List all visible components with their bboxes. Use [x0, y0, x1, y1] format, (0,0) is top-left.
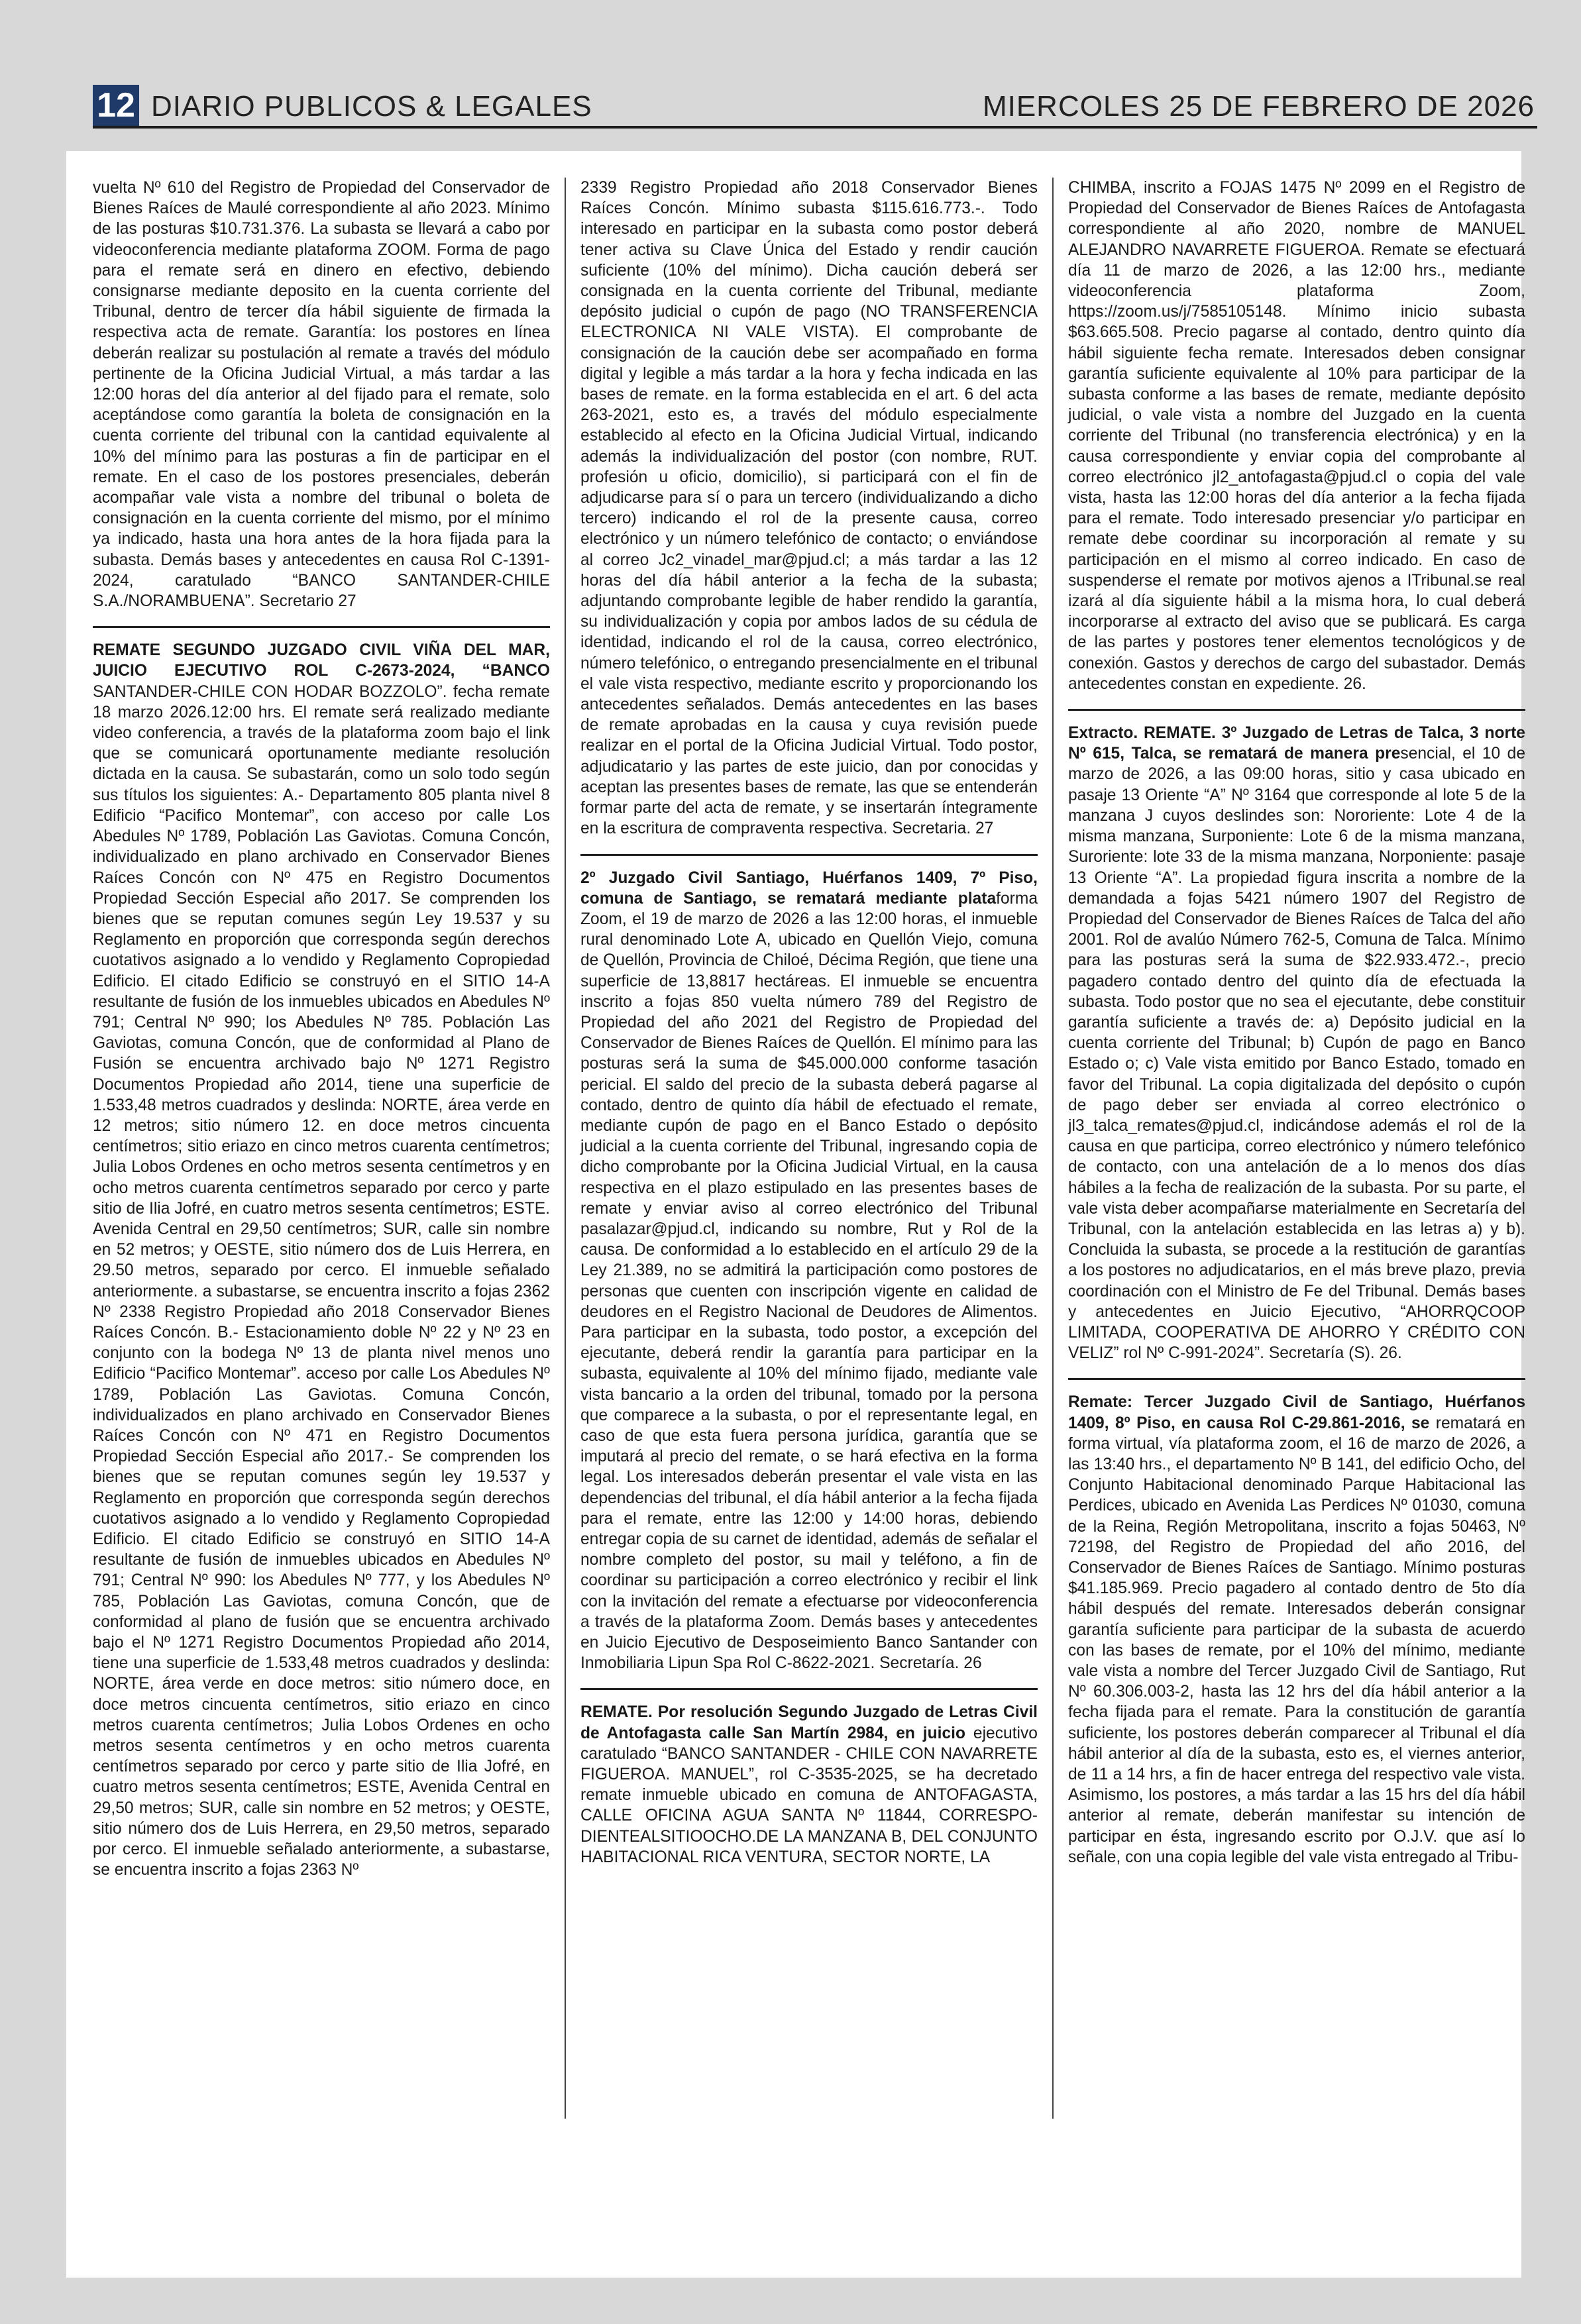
notice — [580, 178, 1038, 839]
notice — [93, 178, 550, 611]
notice-body: sencial, el 10 de marzo de 2026, a las 09:00 horas, sitio y casa ubicado en pasaje 13 Oriente “A” Nº 3164 que corresponde al lote 5 de la manzana J cuyos deslindes son: Nororiente: Lote 4 de la misma manzana, Surponiente: Lote 6 de la misma manzana, Suroriente: lote 33 de la misma manzana, Norponiente: pasaje 13 Oriente “A”. La propiedad figura inscrita a nombre de la demandada a fojas 5421 número 1907 del Registro de Propiedad del Conservador de Bienes Raíces de Talca del año 2001. Rol de avalúo Número 762-5, Comuna de Talca. Mínimo para las posturas será la suma de $22.933.472.-, precio pagadero contado dentro del quinto día de efectuada la subasta. Todo postor que no sea el ejecutante, debe constituir garantía suficiente a través de: a) Depósito judicial en la cuenta corriente del Tribunal; b) Cupón de pago en Banco Estado o; c) Vale vista emitido por Banco Estado, tomado en favor del Tribunal. La copia digitalizada del depósito o cupón de pago deber ser enviada al correo electrónico o jl3_talca_remates@pjud.cl, indicándose además el rol de la causa en que participa, correo electrónico y número telefónico de contacto, con una antelación de a lo menos dos días hábiles a la fecha de realización de la subasta. Por su parte, el vale vista deber acompañarse materialmente en Secretaría del Tribunal, con la antelación establecida en las letras a) y b). Concluida la subasta, se procede a la restitución de garantías a los postores no adjudicatarios, en el más breve plazo, previa coordinación con el Ministro de Fe del Tribunal. Demás bases y antecedentes en Juicio Ejecutivo, “AHORRQCOOP LIMITADA, COOPERATIVA DE AHORRO Y CRÉDITO CON VELIZ” rol Nº C-991-2024”. Secretaría (S). 26. — [1068, 745, 1525, 1363]
notice-body: forma Zoom, el 19 de marzo de 2026 a las 12:00 horas, el inmueble rural denominado Lote A, ubicado en Quellón Viejo, comuna de Quellón, Provincia de Chiloé, Décima Región, que tiene una superficie de 13,8817 hectáreas. El inmueble se encuentra inscrito a fojas 850 vuelta número 789 del Registro de Propiedad del año 2021 del Registro de Propiedad del Conservador de Bienes Raíces de Quellón. El mínimo para las posturas será la suma de $45.000.000 conforme tasación pericial. El saldo del precio de la subasta deberá pagarse al contado, dentro de quinto día hábil de efectuado el remate, mediante cupón de pago en el Banco Estado o depósito judicial a la cuenta corriente del Tribunal, ingresando copia de dicho comprobante por la Oficina Judicial Virtual, en la causa respectiva en el plazo estipulado en las presentes bases de remate y enviar aviso al correo electrónico del Tribunal pasalazar@pjud.cl, indicando su nombre, Rut y Rol de la causa. De conformidad a lo establecido en el artículo 29 de la Ley 21.389, no se admitirá la participación como postores de personas que cuenten con inscripción vigente en calidad de deudores en el Registro Nacional de Deudores de Alimentos. Para participar en la subasta, todo postor, a excepción del ejecutante, deberá rendir la garantía para participar en la subasta, equivalente al 10% del mínimo fijado, mediante vale vista bancario a la orden del tribunal, tomado por la persona que comparece a la subasta, o por el representante legal, en caso de que esta fuera persona jurídica, garantía que se imputará al precio del remate, o se hará efectiva en la forma legal. Los interesados deberán presentar el vale vista en las dependencias del tribunal, el día hábil anterior a la fecha fijada para el remate, entre las 12:00 y 14:00 horas, debiendo entregar copia de su carnet de identidad, además de señalar el nombre completo del postor, su mail y teléfono, a fin de coordinar su participación a correo electrónico y recibir el link con la invitación del remate a efectuarse por videoconferencia a través de la plataforma Zoom. Demás bases y antecedentes en Juicio Ejecutivo de Desposeimiento Banco Santander con Inmobiliaria Lipun Spa Rol C-8622-2021. Secretaría. 26 — [580, 889, 1038, 1673]
masthead — [93, 85, 1537, 129]
notice-body: SANTANDER-CHILE CON HODAR BOZZOLO”. fecha remate 18 marzo 2026.12:00 hrs. El remate será realizado mediante video conferencia, a través de la plataforma zoom bajo el link que se comunicará oportunamente mediante resolución dictada en la causa. Se subastarán, como un solo todo según sus títulos los siguientes: A.- Departamento 805 planta nivel 8 Edificio “Pacifico Montemar”, con acceso por calle Los Abedules Nº 1789, Población Las Gaviotas. Comuna Concón, individualizado en plano archivado en Conservador Bienes Raíces Concón con Nº 475 en Registro Documentos Propiedad Sección Especial año 2017. Se comprenden los bienes que se reputan comunes según Ley 19.537 y su Reglamento en proporción que corresponda según derechos cuotativos asignado a lo vendido y Reglamento Copropiedad Edificio. El citado Edificio se construyó en el SITIO 14-A resultante de fusión de los inmuebles ubicados en Abedules Nº 791; Central Nº 990; los Abedules Nº 785. Población Las Gaviotas, comuna Concón, que de conformidad al Plano de Fusión se encuentra archivado bajo Nº 1271 Registro Documentos Propiedad año 2014, tiene una superficie de 1.533,48 metros cuadrados y deslinda: NORTE, área verde en 12 metros; sitio número 12. en doce metros cincuenta centímetros; sitio eriazo en cinco metros cuarenta centímetros; Julia Lobos Ordenes en ocho metros sesenta centímetros y en ocho metros cuarenta centímetros separado por cerco y parte sitio de Ilia Jofré, en cuatro metros sesenta centímetros; ESTE. Avenida Central en 29,50 centímetros; SUR, calle sin nombre en 52 metros; y OESTE, sitio número dos de Luis Herrera, en 29.50 metros, separado por cerco. El inmueble señalado anteriormente. a subastarse, se encuentra inscrito a fojas 2362 Nº 2338 Registro Propiedad año 2018 Conservador Bienes Raíces Concón. B.- Estacionamiento doble Nº 22 y Nº 23 en conjunto con la bodega Nº 13 de planta nivel menos uno Edificio “Pacifico Montemar”. acceso por calle Los Abedules Nº 1789, Población Las Gaviotas. Comuna Concón, individualizados en plano archivado en Conservador Bienes Raíces Concón con Nº 471 en Registro Documentos Propiedad Sección Especial año 2017.- Se comprenden los bienes que se reputan comunes según ley 19.537 y Reglamento en proporción que corresponda según derechos cuotativos asignado a lo vendido y Reglamento Copropiedad Edificio. El citado Edificio se construyó en SITIO 14-A resultante de fusión de inmuebles ubicados en Abedules Nº 791; Central Nº 990: los Abedules Nº 777, y los Abedules Nº 785, Población Las Gaviotas, comuna Concón, que de conformidad al plano de fusión que se encuentra archivado bajo el Nº 1271 Registro Documentos Propiedad año 2014, tiene una superficie de 1.533,48 metros cuadrados y deslinda: NORTE, área verde en doce metros: sitio número doce, en doce metros cincuenta centímetros, sitio eriazo en cinco metros cuarenta centímetros; Julia Lobos Ordenes en ocho metros sesenta centímetros y en ocho metros cuarenta centímetros separado por cerco y parte sitio de Ilia Jofré, en cuatro metros sesenta centímetros; ESTE, Avenida Central en 29,50 metros; SUR, calle sin nombre en 52 metros; y OESTE, sitio número dos de Luis Herrera, en 29,50 metros, separado por cerco. El inmueble señalado anteriormente, a subastarse, se encuentra inscrito a fojas 2363 Nº — [93, 682, 550, 1879]
notice-body: CHIMBA, inscrito a FOJAS 1475 Nº 2099 en el Registro de Propiedad del Conservador de Bienes Raíces de Antofagasta correspondiente al año 2020, nombre de MANUEL ALEJANDRO NAVARRETE FIGUEROA. Remate se efectuará día 11 de marzo de 2026, a las 12:00 hrs., mediante videoconferencia plataforma Zoom, https://zoom.us/j/7585105148. Mínimo inicio subasta $63.665.508. Precio pagarse al contado, dentro quinto día hábil siguiente fecha remate. Interesados deben consignar garantía suficiente equivalente al 10% para participar de la subasta conforme a las bases de remate, mediante depósito judicial, o vale vista a nombre del Juzgado en la cuenta corriente del Tribunal (no transferencia electrónica) y en la causa correspondiente y enviar copia del comprobante al correo electrónico jl2_antofagasta@pjud.cl o copia del vale vista, hasta las 12:00 horas del día anterior a la fecha fijada para el remate. Todo interesado presenciar y/o participar en remate debe coordinar su incorporación al remate y su participación en el mismo al correo indicado. En caso de suspenderse el remate por motivos ajenos a ITribunal.se real izará al día siguiente hábil a la misma hora, lo cual deberá incorporarse al extracto del aviso que se publicará. Es carga de las partes y postores tener elementos tecnológicos y de conexión. Gastos y derechos de cargo del subastador. Demás antecedentes constan en expediente. 26. — [1068, 179, 1525, 693]
notice-body: rematará en forma virtual, vía plataforma zoom, el 16 de marzo de 2026, a las 13:40 hrs., el departamento Nº B 141, del edificio Ocho, del Conjunto Habitacional denominado Parque Habitacional las Perdices, ubicado en Avenida Las Perdices Nº 01030, comuna de la Reina, Región Metropolitana, inscrito a fojas 50463, Nº 72198, del Registro de Propiedad del año 2016, del Conservador de Bienes Raíces de Santiago. Mínimo posturas $41.185.969. Precio pagadero al contado dentro de 5to día hábil después del remate. Interesados deberán consignar garantía suficiente para participar de la subasta de acuerdo con las bases de remate, por el 10% del mínimo, mediante vale vista a nombre del Tercer Juzgado Civil de Santiago, Rut Nº 60.306.003-2, hasta las 12 hrs del día hábil anterior a la fecha fijada para el remate. Para la constitución de garantía suficiente, los postores deberán comparecer al Tribunal el día hábil anterior al día de la subasta, esto es, el viernes anterior, de 11 a 14 hrs, a fin de hacer entrega del respectivo vale vista. Asimismo, los postores, a más tardar a las 15 hrs del día hábil anterior al remate, deberán manifestar su intención de participar en ésta, ingresando escrito por O.J.V. que así lo señale, con una copia legible del vale vista entregado al Tribu- — [1068, 1414, 1525, 1866]
notice-body: vuelta Nº 610 del Registro de Propiedad del Conservador de Bienes Raíces de Maulé correspondiente al año 2023. Mínimo de las posturas $10.731.376. La subasta se llevará a cabo por videoconferencia mediante plataforma ZOOM. Forma de pago para el remate será en dinero en efectivo, debiendo consignarse mediante deposito en la cuenta corriente del Tribunal, dentro de tercer día hábil siguiente de firmada la respectiva acta de remate. Garantía: los postores en línea deberán realizar su postulación al remate a través del módulo pertinente de la Oficina Judicial Virtual, a más tardar a las 12:00 horas del día anterior al del fijado para el remate, solo aceptándose como garantía la boleta de consignación en la cuenta corriente del tribunal con la cantidad equivalente al 10% del mínimo para las posturas a fin de participar en el remate. En el caso de los postores presenciales, deberán acompañar vale vista a nombre del tribunal o boleta de consignación en la cuenta corriente del mismo, por el mínimo ya indicado, hasta una hora antes de la hora fijada para la subasta. Demás bases y antecedentes en causa Rol C-1391-2024, caratulado “BANCO SANTANDER-CHILE S.A./NORAMBUENA”. Secretario 27 — [93, 179, 550, 611]
notice — [580, 1688, 1038, 1868]
column-divider — [565, 178, 566, 2119]
notice — [580, 854, 1038, 1674]
notice — [1068, 709, 1525, 1363]
notice-body: ejecutivo caratulado “BANCO SANTANDER - CHILE CON NAVARRETE FIGUEROA. MANUEL”, rol C-3535-2025, se ha decretado remate inmueble ubicado en comuna de ANTOFAGASTA, CALLE OFICINA AGUA SANTA Nº 11844, CORRESPO-DIENTEALSITIOOCHO.DE LA MANZANA B, DEL CONJUNTO HABITACIONAL RICA VENTURA, SECTOR NORTE, LA — [580, 1724, 1038, 1866]
column-2 — [580, 178, 1038, 1868]
notice — [93, 626, 550, 1880]
publication-name: DIARIO PUBLICOS & LEGALES — [151, 90, 592, 123]
column-divider — [1052, 178, 1054, 2119]
notice-heading: REMATE. Por resolución Segundo Juzgado de Letras Civil de Antofagasta calle San Martín 2984, en juicio — [580, 1703, 1038, 1742]
page-number: 12 — [93, 85, 139, 126]
notice — [1068, 1378, 1525, 1868]
column-1 — [93, 178, 550, 1880]
notice-heading: Remate: Tercer Juzgado Civil de Santiago, Huérfanos 1409, 8º Piso, en causa Rol C-29.861-2016, se — [1068, 1393, 1525, 1432]
notice-heading: Extracto. REMATE. 3º Juzgado de Letras de Talca, 3 norte Nº 615, Talca, se rematará de manera pre — [1068, 724, 1525, 763]
notice-body: 2339 Registro Propiedad año 2018 Conservador Bienes Raíces Concón. Mínimo subasta $115.616.773.-. Todo interesado en participar en la subasta como postor deberá tener activa su Clave Única del Estado y rendir caución suficiente (10% del mínimo). Dicha caución deberá ser consignada en la cuenta corriente del Tribunal, mediante depósito judicial o cupón de pago (NO TRANSFERENCIA ELECTRONICA NI VALE VISTA). El comprobante de consignación de la caución debe ser acompañado en forma digital y legible a más tardar a la hora y fecha indicada en las bases de remate. en la forma establecida en el art. 6 del acta 263-2021, esto es, a través del módulo especialmente establecido al efecto en la Oficina Judicial Virtual, indicando además la individualización del postor (con nombre, RUT. profesión u oficio, domicilio), si participará con el fin de adjudicarse para sí o para un tercero (individualizando a dicho tercero) indicando el rol de la presente causa, correo electrónico y un número telefónico de contacto; o enviándose al correo Jc2_vinadel_mar@pjud.cl; a más tardar a las 12 horas del día hábil anterior a la fecha de la subasta; adjuntando comprobante legible de haber rendido la garantía, su individualización y copia por ambos lados de su cédula de identidad, indicando el rol de la causa, correo electrónico, número telefónico, o entregando presencialmente en el tribunal el vale vista respectivo, mediante escrito y proporcionando los antecedentes señalados. Demás antecedentes en las bases de remate aprobadas en la causa y cuya revisión puede realizar en el portal de la Oficina Judicial Virtual. Todo postor, adjudicatario y las partes de este juicio, dan por conocidas y aceptan las presentes bases de remate, las que se entenderán formar parte del acta de remate, y se insertarán íntegramente en la escritura de compraventa respectiva. Secretaria. 27 — [580, 179, 1038, 838]
notice — [1068, 178, 1525, 694]
publication-date: MIERCOLES 25 DE FEBRERO DE 2026 — [982, 90, 1535, 123]
column-3 — [1068, 178, 1525, 1868]
notice-heading: REMATE SEGUNDO JUZGADO CIVIL VIÑA DEL MAR, JUICIO EJECUTIVO ROL C-2673-2024, “BANCO — [93, 641, 550, 680]
notice-heading: 2º Juzgado Civil Santiago, Huérfanos 1409, 7º Piso, comuna de Santiago, se rematará mediante plata — [580, 869, 1038, 908]
